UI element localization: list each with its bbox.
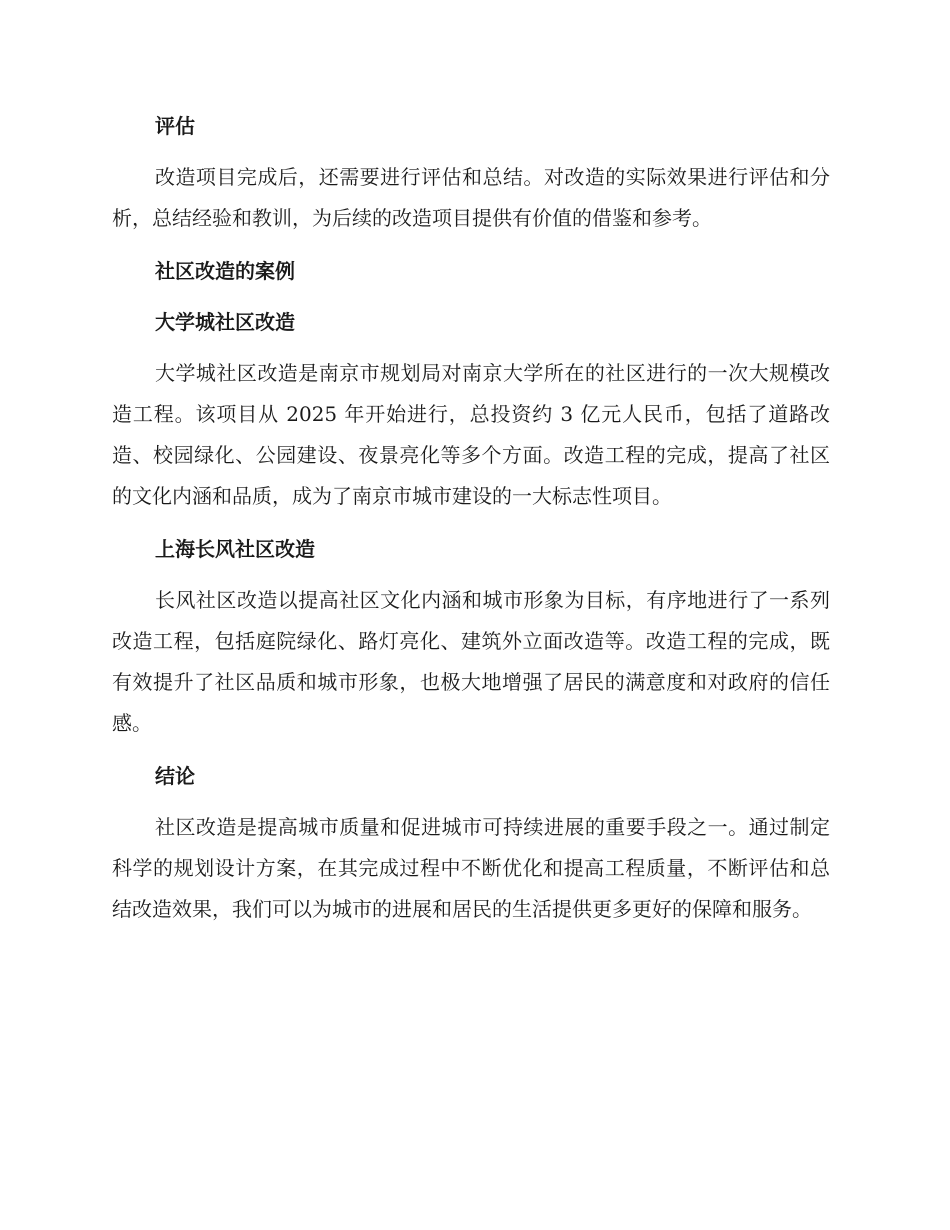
paragraph-shanghai-changfeng: 长风社区改造以提高社区文化内涵和城市形象为目标，有序地进行了一系列改造工程，包括庭院绿化、路灯亮化、建筑外立面改造等。改造工程的完成，既有效提升了社区品质和城市形象，也极大地增强了居民的满意度和对政府的信任感。	[112, 588, 830, 735]
heading-cases: 社区改造的案例	[155, 259, 295, 283]
document-page	[112, 106, 830, 942]
paragraph-university-city: 大学城社区改造是南京市规划局对南京大学所在的社区进行的一次大规模改造工程。该项目从 2025 年开始进行，总投资约 3 亿元人民币，包括了道路改造、校园绿化、公园建设、夜景亮化等多个方面。改造工程的完成，提高了社区的文化内涵和品质，成为了南京市城市建设的一大标志性项目。	[112, 361, 830, 508]
paragraph-conclusion: 社区改造是提高城市质量和促进城市可持续进展的重要手段之一。通过制定科学的规划设计方案，在其完成过程中不断优化和提高工程质量，不断评估和总结改造效果，我们可以为城市的进展和居民的生活提供更多更好的保障和服务。	[112, 815, 830, 921]
paragraph-evaluation: 改造项目完成后，还需要进行评估和总结。对改造的实际效果进行评估和分析，总结经验和教训，为后续的改造项目提供有价值的借鉴和参考。	[112, 165, 830, 230]
heading-shanghai-changfeng: 上海长风社区改造	[155, 537, 315, 561]
heading-evaluation: 评估	[155, 114, 195, 138]
heading-university-city: 大学城社区改造	[155, 310, 295, 334]
heading-conclusion: 结论	[155, 764, 195, 788]
